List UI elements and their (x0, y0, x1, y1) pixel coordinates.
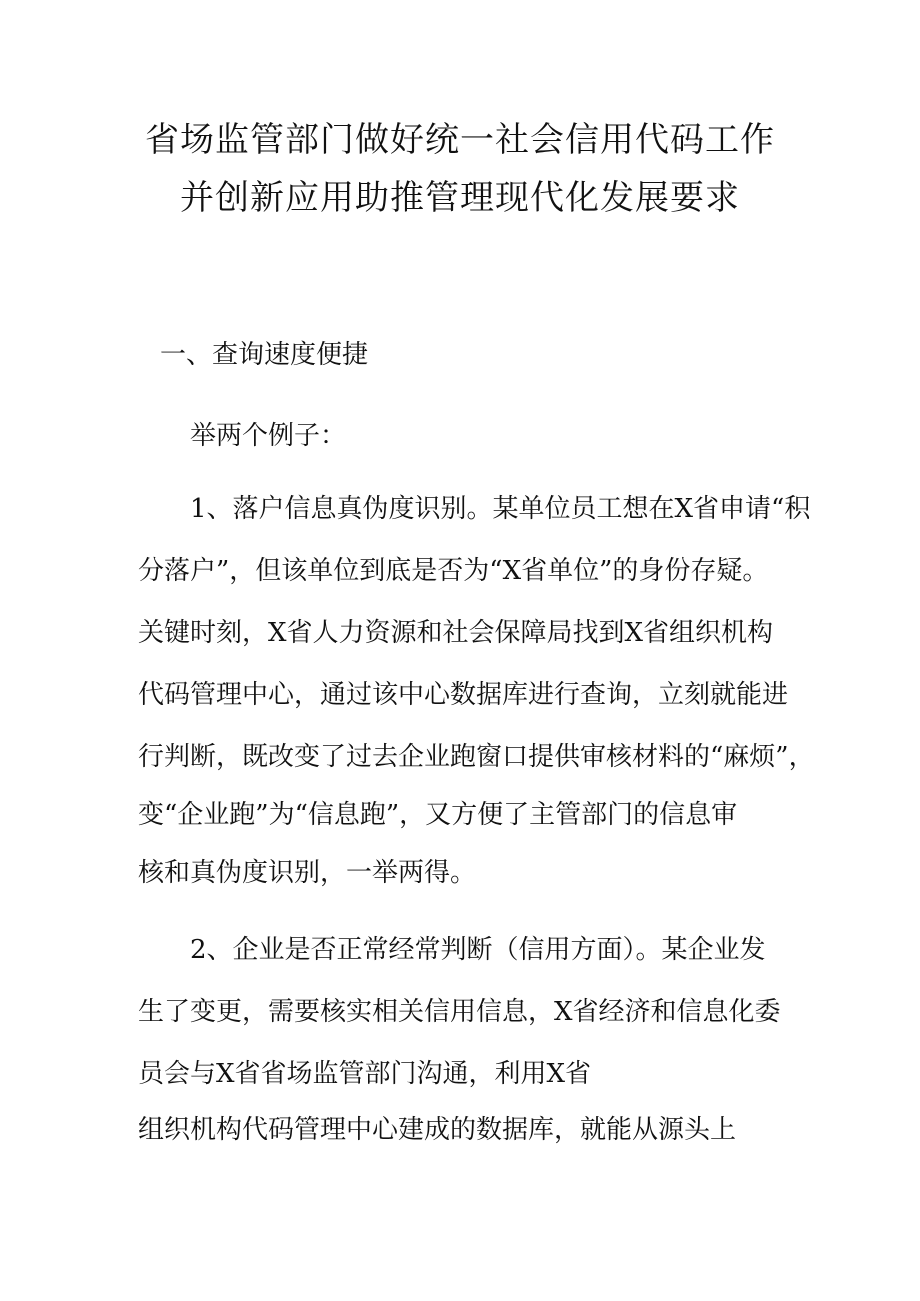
paragraph-2-line-1: 2、企业是否正常经常判断（信用方面）。某企业发 (190, 935, 766, 965)
paragraph-2-line-2: 生了变更，需要核实相关信用信息，X省经济和信息化委 (138, 997, 781, 1027)
section-heading: 一、查询速度便捷 (160, 340, 369, 370)
paragraph-1-line-2: 分落户”，但该单位到底是否为“X省单位”的身份存疑。 (138, 556, 769, 586)
paragraph-1-line-3: 关键时刻，X省人力资源和社会保障局找到X省组织机构 (138, 618, 774, 648)
paragraph-1-line-1: 1、落户信息真伪度识别。某单位员工想在X省申请“积 (190, 494, 811, 524)
paragraph-2-line-4: 组织机构代码管理中心建成的数据库，就能从源头上 (138, 1115, 737, 1145)
paragraph-1-line-7: 核和真伪度识别，一举两得。 (138, 858, 477, 888)
document-title-line-1: 省场监管部门做好统一社会信用代码工作 (145, 120, 775, 160)
intro-text: 举两个例子： (190, 421, 347, 451)
paragraph-1-line-5: 行判断，既改变了过去企业跑窗口提供审核材料的“麻烦”， (138, 742, 815, 772)
paragraph-2-line-3: 员会与X省省场监管部门沟通，利用X省 (138, 1059, 592, 1089)
document-title-line-2: 并创新应用助推管理现代化发展要求 (180, 178, 740, 218)
paragraph-1-line-6: 变“企业跑”为“信息跑”，又方便了主管部门的信息审 (138, 800, 738, 830)
paragraph-1-line-4: 代码管理中心，通过该中心数据库进行查询，立刻就能进 (138, 680, 789, 710)
